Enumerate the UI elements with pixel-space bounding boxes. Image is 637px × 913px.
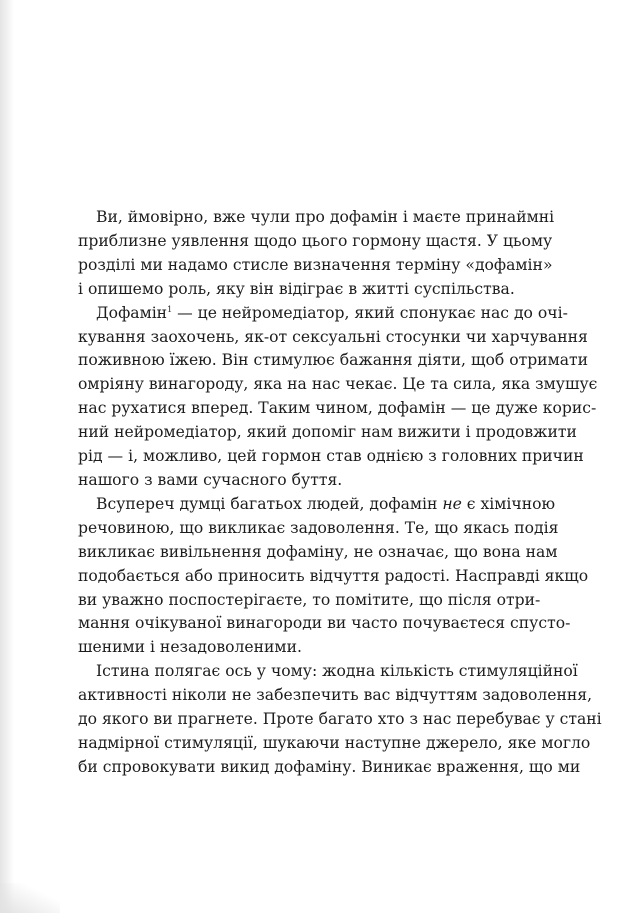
text-segment: є хімічною bbox=[461, 494, 556, 513]
paragraph-3 bbox=[78, 493, 589, 660]
text-line: нас рухатися вперед. Таким чином, дофамін — це дуже корис- bbox=[78, 399, 597, 418]
text-line: викликає вивільнення дофаміну, не означає, що вона нам bbox=[78, 542, 558, 561]
text-line: би спровокувати викид дофаміну. Виникає враження, що ми bbox=[78, 757, 581, 776]
page-edge-shadow bbox=[0, 0, 14, 913]
paragraph-1 bbox=[78, 206, 555, 302]
text-line: Ви, ймовірно, вже чули про дофамін і маєте принаймні bbox=[96, 208, 555, 226]
text-line: і опишемо роль, яку він відіграє в житті суспільства. bbox=[78, 279, 515, 298]
text-line: ви уважно поспостерігаєте, то помітите, що після отри- bbox=[78, 590, 541, 609]
paragraph-4 bbox=[78, 660, 602, 780]
paragraph-2 bbox=[78, 302, 598, 493]
text-line: речовиною, що викликає задоволення. Те, що якась подія bbox=[78, 518, 559, 537]
text-line: омріяну винагороду, яка на нас чекає. Це та сила, яка змушує bbox=[78, 375, 598, 394]
text-line: розділі ми надамо стисле визначення терміну «дофамін» bbox=[78, 255, 553, 274]
text-line: рід — і, можливо, цей гормон став однією з головних причин bbox=[78, 447, 584, 466]
text-line: мання очікуваної винагороди ви часто почуваєтеся спусто- bbox=[78, 614, 571, 633]
text-line: надмірної стимуляції, шукаючи наступне джерело, яке могло bbox=[78, 733, 591, 752]
text-line bbox=[78, 493, 556, 517]
emphasis-not: не bbox=[442, 494, 462, 513]
text-line: кування заохочень, як-от сексуальні стосунки чи харчування bbox=[78, 327, 588, 346]
footnote-marker: 1 bbox=[167, 304, 173, 314]
term-dopamine: Дофамін bbox=[96, 303, 168, 322]
text-line bbox=[78, 302, 568, 326]
text-line: Істина полягає ось у чому: жодна кількість стимуляційної bbox=[96, 662, 578, 681]
text-line: нашого з вами сучасного буття. bbox=[78, 470, 343, 489]
text-line: активності ніколи не забезпечить вас відчуттям задоволення, bbox=[78, 686, 593, 705]
text-segment: — це нейромедіатор, який спонукає нас до очі- bbox=[172, 303, 568, 322]
text-segment: Всупереч думці багатьох людей, дофамін bbox=[96, 494, 443, 513]
text-line: поживною їжею. Він стимулює бажання діяти, щоб отримати bbox=[78, 351, 589, 370]
page-corner-shadow bbox=[0, 883, 60, 913]
text-line: ний нейромедіатор, який допоміг нам вижити і продовжити bbox=[78, 423, 577, 442]
text-line: приблизне уявлення щодо цього гормону щастя. У цьому bbox=[78, 231, 553, 250]
text-line: подобається або приносить відчуття радості. Насправді якщо bbox=[78, 566, 589, 585]
text-line: шеними і незадоволеними. bbox=[78, 638, 302, 657]
body-text bbox=[78, 206, 602, 780]
text-line: до якого ви прагнете. Проте багато хто з нас перебуває у стані bbox=[78, 710, 602, 729]
